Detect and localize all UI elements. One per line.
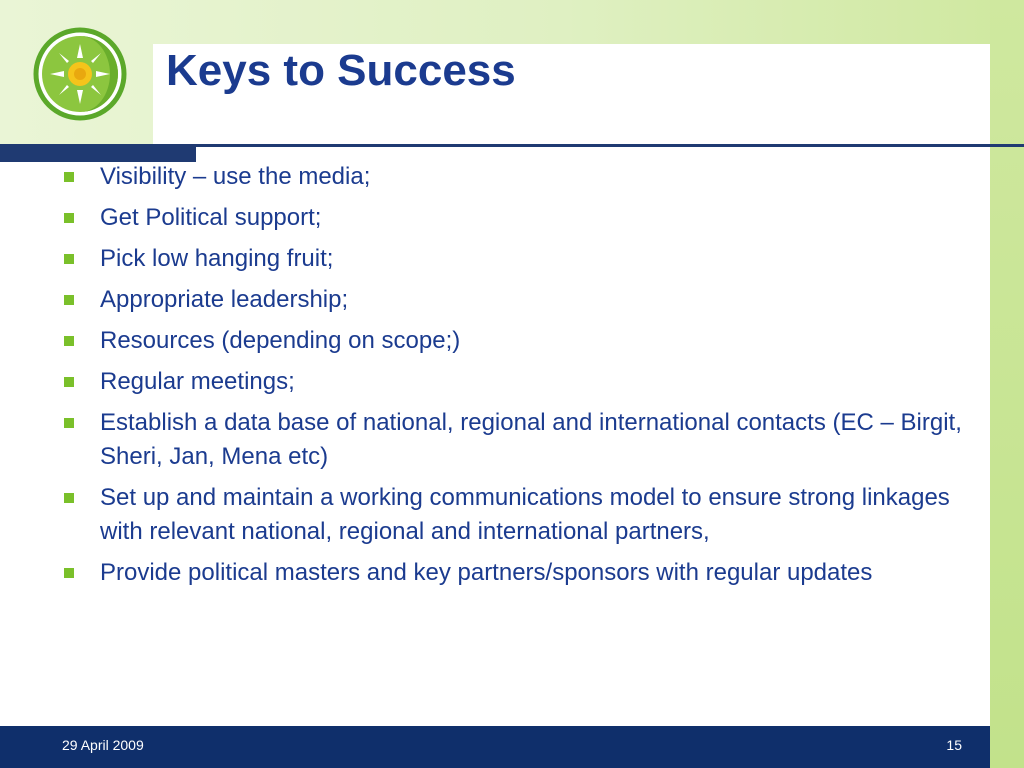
- bullet-item: [62, 201, 977, 235]
- bullet-square-icon: [64, 254, 74, 264]
- bullet-item: [62, 556, 977, 590]
- bullet-square-icon: [64, 295, 74, 305]
- bullet-square-icon: [64, 493, 74, 503]
- bullet-text: Resources (depending on scope;): [100, 327, 461, 354]
- bullet-text: Appropriate leadership;: [100, 286, 349, 313]
- page-number: 15: [946, 737, 962, 753]
- bullet-square-icon: [64, 172, 74, 182]
- bullet-square-icon: [64, 568, 74, 578]
- bullet-text: Visibility – use the media;: [100, 163, 371, 190]
- bullet-text: Establish a data base of national, regional and international contacts (EC – Birgit, Sheri, Jan, Mena etc): [100, 409, 962, 470]
- bullet-item: [62, 242, 977, 276]
- slide-title: Keys to Success: [166, 46, 516, 95]
- bullet-list: [62, 160, 977, 590]
- bullet-text: Regular meetings;: [100, 368, 295, 395]
- bullet-text: Set up and maintain a working communications model to ensure strong linkages with relevant national, regional and international partners,: [100, 484, 950, 545]
- bullet-square-icon: [64, 418, 74, 428]
- bullet-item: [62, 324, 977, 358]
- slide-content: [62, 160, 977, 597]
- footer-date: 29 April 2009: [62, 737, 144, 753]
- bullet-text: Get Political support;: [100, 204, 322, 231]
- right-accent-strip: [990, 0, 1024, 768]
- bullet-item: [62, 406, 977, 474]
- bullet-text: Provide political masters and key partners/sponsors with regular updates: [100, 559, 873, 586]
- bullet-text: Pick low hanging fruit;: [100, 245, 334, 272]
- bullet-item: [62, 365, 977, 399]
- bullet-square-icon: [64, 213, 74, 223]
- bullet-item: [62, 283, 977, 317]
- bullet-square-icon: [64, 336, 74, 346]
- footer-bar: [0, 726, 990, 768]
- bullet-item: [62, 481, 977, 549]
- bullet-square-icon: [64, 377, 74, 387]
- bullet-item: [62, 160, 977, 194]
- sun-flower-logo-icon: [30, 24, 130, 124]
